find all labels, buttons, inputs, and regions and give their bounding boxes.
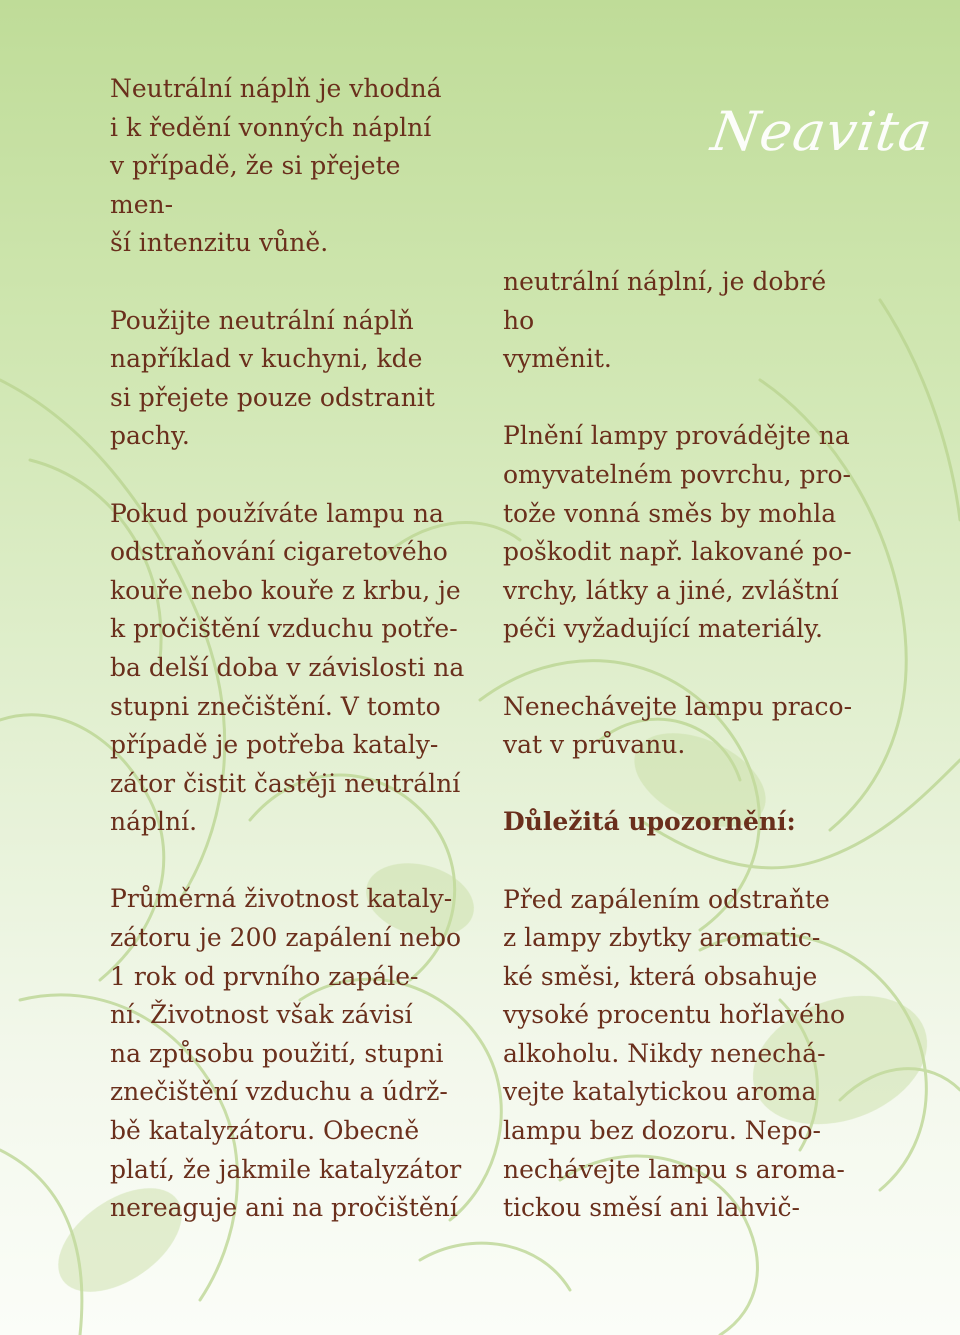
paragraph-kitchen-use: Použijte neutrální náplň například v kuchyni, kde si přejete pouze odstranit pachy. — [110, 305, 435, 451]
right-column — [503, 263, 863, 1228]
paragraph-filling-surface: Plnění lampy provádějte na omyvatelném povrchu, pro- tože vonná směs by mohla poškodit např. lakované po- vrchy, látky a jiné, zvláštní péči vyžadující materiály. — [503, 421, 852, 644]
paragraph-catalyst-lifetime: Průměrná životnost kataly- zátoru je 200 zapálení nebo 1 rok od prvního zapále- ní. Životnost však závisí na způsobu použití, stupni znečištění vzduchu a údrž- bě katalyzátoru. Obecně platí, že jakmile katalyzátor nereaguje ani na pročištění — [110, 884, 462, 1223]
paragraph-replace-catalyst: neutrální náplní, je dobré ho vyměnit. — [503, 267, 827, 374]
neavita-logo: Neavita — [707, 100, 937, 163]
left-column — [110, 70, 470, 1228]
paragraph-neutral-refill: Neutrální náplň je vhodná i k ředění vonných náplní v případě, že si přejete men- ší intenzitu vůně. — [110, 74, 442, 258]
important-warnings-heading: Důležitá upozornění: — [503, 807, 796, 837]
paragraph-draft-warning: Nenechávejte lampu praco- vat v průvanu. — [503, 691, 853, 760]
paragraph-safety-instructions: Před zapálením odstraňte z lampy zbytky aromatic- ké směsi, která obsahuje vysoké procentu hořlavého alkoholu. Nikdy nenechá- vejte katalytickou aroma lampu bez dozoru. Nepo- nechávejte lampu s aroma- tickou směsí ani lahvič- — [503, 884, 846, 1223]
paragraph-smoke-removal: Pokud používáte lampu na odstraňování cigaretového kouře nebo kouře z krbu, je k pročištění vzduchu potře- ba delší doba v závislosti na stupni znečištění. V tomto případě je potřeba kataly- zátor čistit častěji neutrální náplní. — [110, 498, 465, 837]
